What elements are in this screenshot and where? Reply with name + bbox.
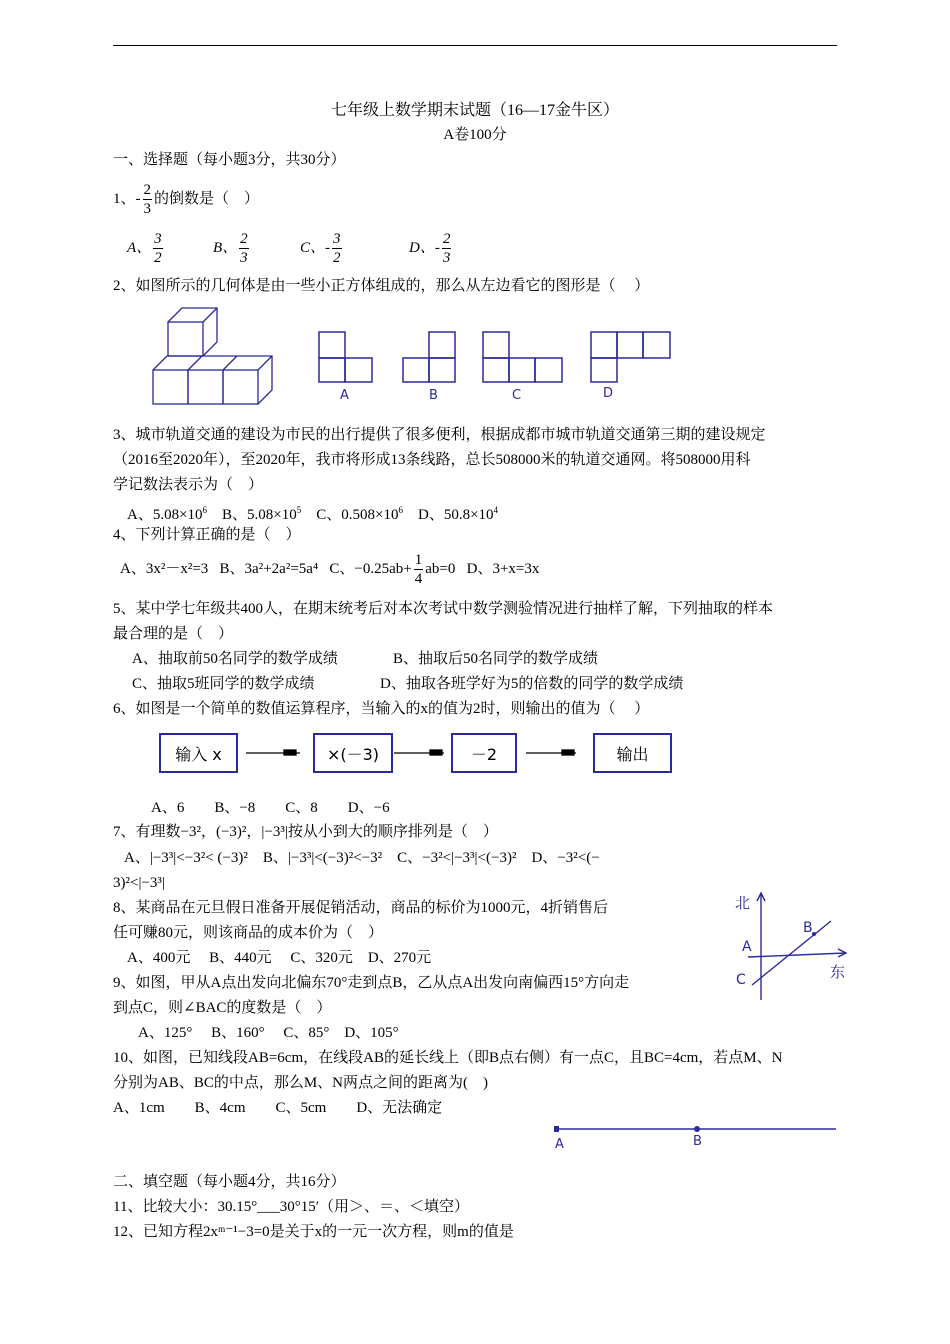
- q2-stem: 2、如图所示的几何体是由一些小正方体组成的，那么从左边看它的图形是（ ）: [113, 278, 650, 294]
- section-2-heading: 二、填空题（每小题4分，共16分）: [113, 1174, 346, 1190]
- q6-box-subtract: －2: [451, 733, 517, 773]
- q6-stem: 6、如图是一个简单的数值运算程序，当输入的x的值为2时，则输出的值为（ ）: [113, 701, 650, 717]
- q5-option-c: C、抽取5班同学的数学成绩: [132, 676, 315, 692]
- q9-line-2: 到点C，则∠BAC的度数是（ ）: [113, 1000, 332, 1016]
- q3-line-3: 学记数法表示为（ ）: [113, 477, 264, 493]
- q1-option-a: A、 $\frac{3}{2}$: [127, 231, 162, 267]
- q9-label-c: C: [736, 972, 746, 988]
- q1-option-d: D、- $\frac{2}{3}$: [409, 231, 451, 267]
- q4-options: A、3x²－x²=3 B、3a²+2a²=5a⁴ C、−0.25ab+ $\frac{1}{4}$ ab=0 D、3+x=3x: [120, 552, 540, 588]
- q10-line-2: 分别为AB、BC的中点，那么M、N两点之间的距离为( ): [113, 1075, 489, 1091]
- q5-option-b: B、抽取后50名同学的数学成绩: [393, 651, 599, 667]
- q6-box-input: 输入 x: [159, 733, 238, 773]
- q5-line-2: 最合理的是（ ）: [113, 626, 234, 642]
- page-title: 七年级上数学期末试题（16—17金牛区）: [330, 102, 619, 119]
- top-rule: [113, 45, 837, 46]
- q5-option-d: D、抽取各班学好为5的倍数的同学的数学成绩: [380, 676, 684, 692]
- q9-label-east: 东: [830, 963, 846, 981]
- q3-line-1: 3、城市轨道交通的建设为市民的出行提供了很多便利，根据成都市城市轨道交通第三期的建设规定: [113, 427, 766, 443]
- q9-label-b: B: [803, 920, 813, 936]
- q2-label-b: B: [429, 388, 438, 403]
- q10-options: A、1cm B、4cm C、5cm D、无法确定: [113, 1100, 443, 1116]
- section-1-heading: 一、选择题（每小题3分，共30分）: [113, 152, 346, 168]
- q9-label-north: 北: [735, 894, 751, 912]
- q5-option-a: A、抽取前50名同学的数学成绩: [132, 651, 338, 667]
- q12-text: 12、已知方程2xᵐ⁻¹−3=0是关于x的一元一次方程，则m的值是: [113, 1224, 514, 1240]
- q2-cube-figure: [148, 302, 278, 408]
- q9-label-a: A: [742, 939, 752, 955]
- q9-options: A、125° B、160° C、85° D、105°: [138, 1025, 399, 1041]
- q7-options-line-1: A、|−3³|<−3²< (−3)² B、|−3³|<(−3)²<−3² C、−3²<|−3³|<(−3)² D、−3²<(−: [124, 850, 600, 866]
- q6-options: A、6 B、−8 C、8 D、−6: [151, 800, 390, 816]
- q11-text: 11、比较大小：30.15°___30°15′（用＞、＝、＜填空）: [113, 1199, 469, 1215]
- q2-option-views: [315, 328, 680, 408]
- q2-label-c: C: [512, 388, 522, 403]
- q6-arrows: [240, 743, 600, 763]
- q3-line-2: （2016至2020年），至2020年，我市将形成13条线路，总长508000米的轨道交通网。将508000用科: [113, 452, 751, 468]
- q5-line-1: 5、某中学七年级共400人，在期末统考后对本次考试中数学测验情况进行抽样了解，下列抽取的样本: [113, 601, 774, 617]
- q3-options: A、$5.08\times 10^6$ B、$5.08\times 10^5$ C、$0.508\times 10^6$ D、$50.8\times 10^4$: [127, 505, 499, 523]
- q8-options: A、400元 B、440元 C、320元 D、270元: [127, 950, 432, 966]
- q10-label-a: A: [555, 1137, 564, 1152]
- q9-line-1: 9、如图，甲从A点出发向北偏东70°走到点B，乙从点A出发向南偏西15°方向走: [113, 975, 630, 991]
- q10-label-b: B: [693, 1134, 702, 1149]
- q6-box-output: 输出: [593, 733, 672, 773]
- q8-line-1: 8、某商品在元旦假日准备开展促销活动，商品的标价为1000元，4折销售后: [113, 900, 609, 916]
- q1-stem: 1、- $\frac{2}{3}$ 的倒数是（ ）: [113, 182, 260, 218]
- q1-option-b: B、 $\frac{2}{3}$: [213, 231, 248, 267]
- q7-options-line-2: 3)²<|−3³|: [113, 875, 165, 891]
- q7-stem: 7、有理数−3²，(−3)²，|−3³|按从小到大的顺序排列是（ ）: [113, 824, 498, 840]
- q8-line-2: 任可赚80元，则该商品的成本价为（ ）: [113, 925, 384, 941]
- page-subtitle: A卷100分: [443, 127, 507, 143]
- q1-fraction: $\frac{2}{3}$: [143, 182, 151, 218]
- q10-line-1: 10、如图，已知线段AB=6cm，在线段AB的延长线上（即B点右侧）有一点C，且BC=4cm，若点M、N: [113, 1050, 783, 1066]
- q2-label-a: A: [340, 388, 349, 403]
- q4-stem: 4、下列计算正确的是（ ）: [113, 527, 301, 543]
- q6-box-multiply: ×(－3): [313, 733, 393, 773]
- q1-option-c: C、- $\frac{3}{2}$: [300, 231, 341, 267]
- q2-label-d: D: [603, 386, 614, 401]
